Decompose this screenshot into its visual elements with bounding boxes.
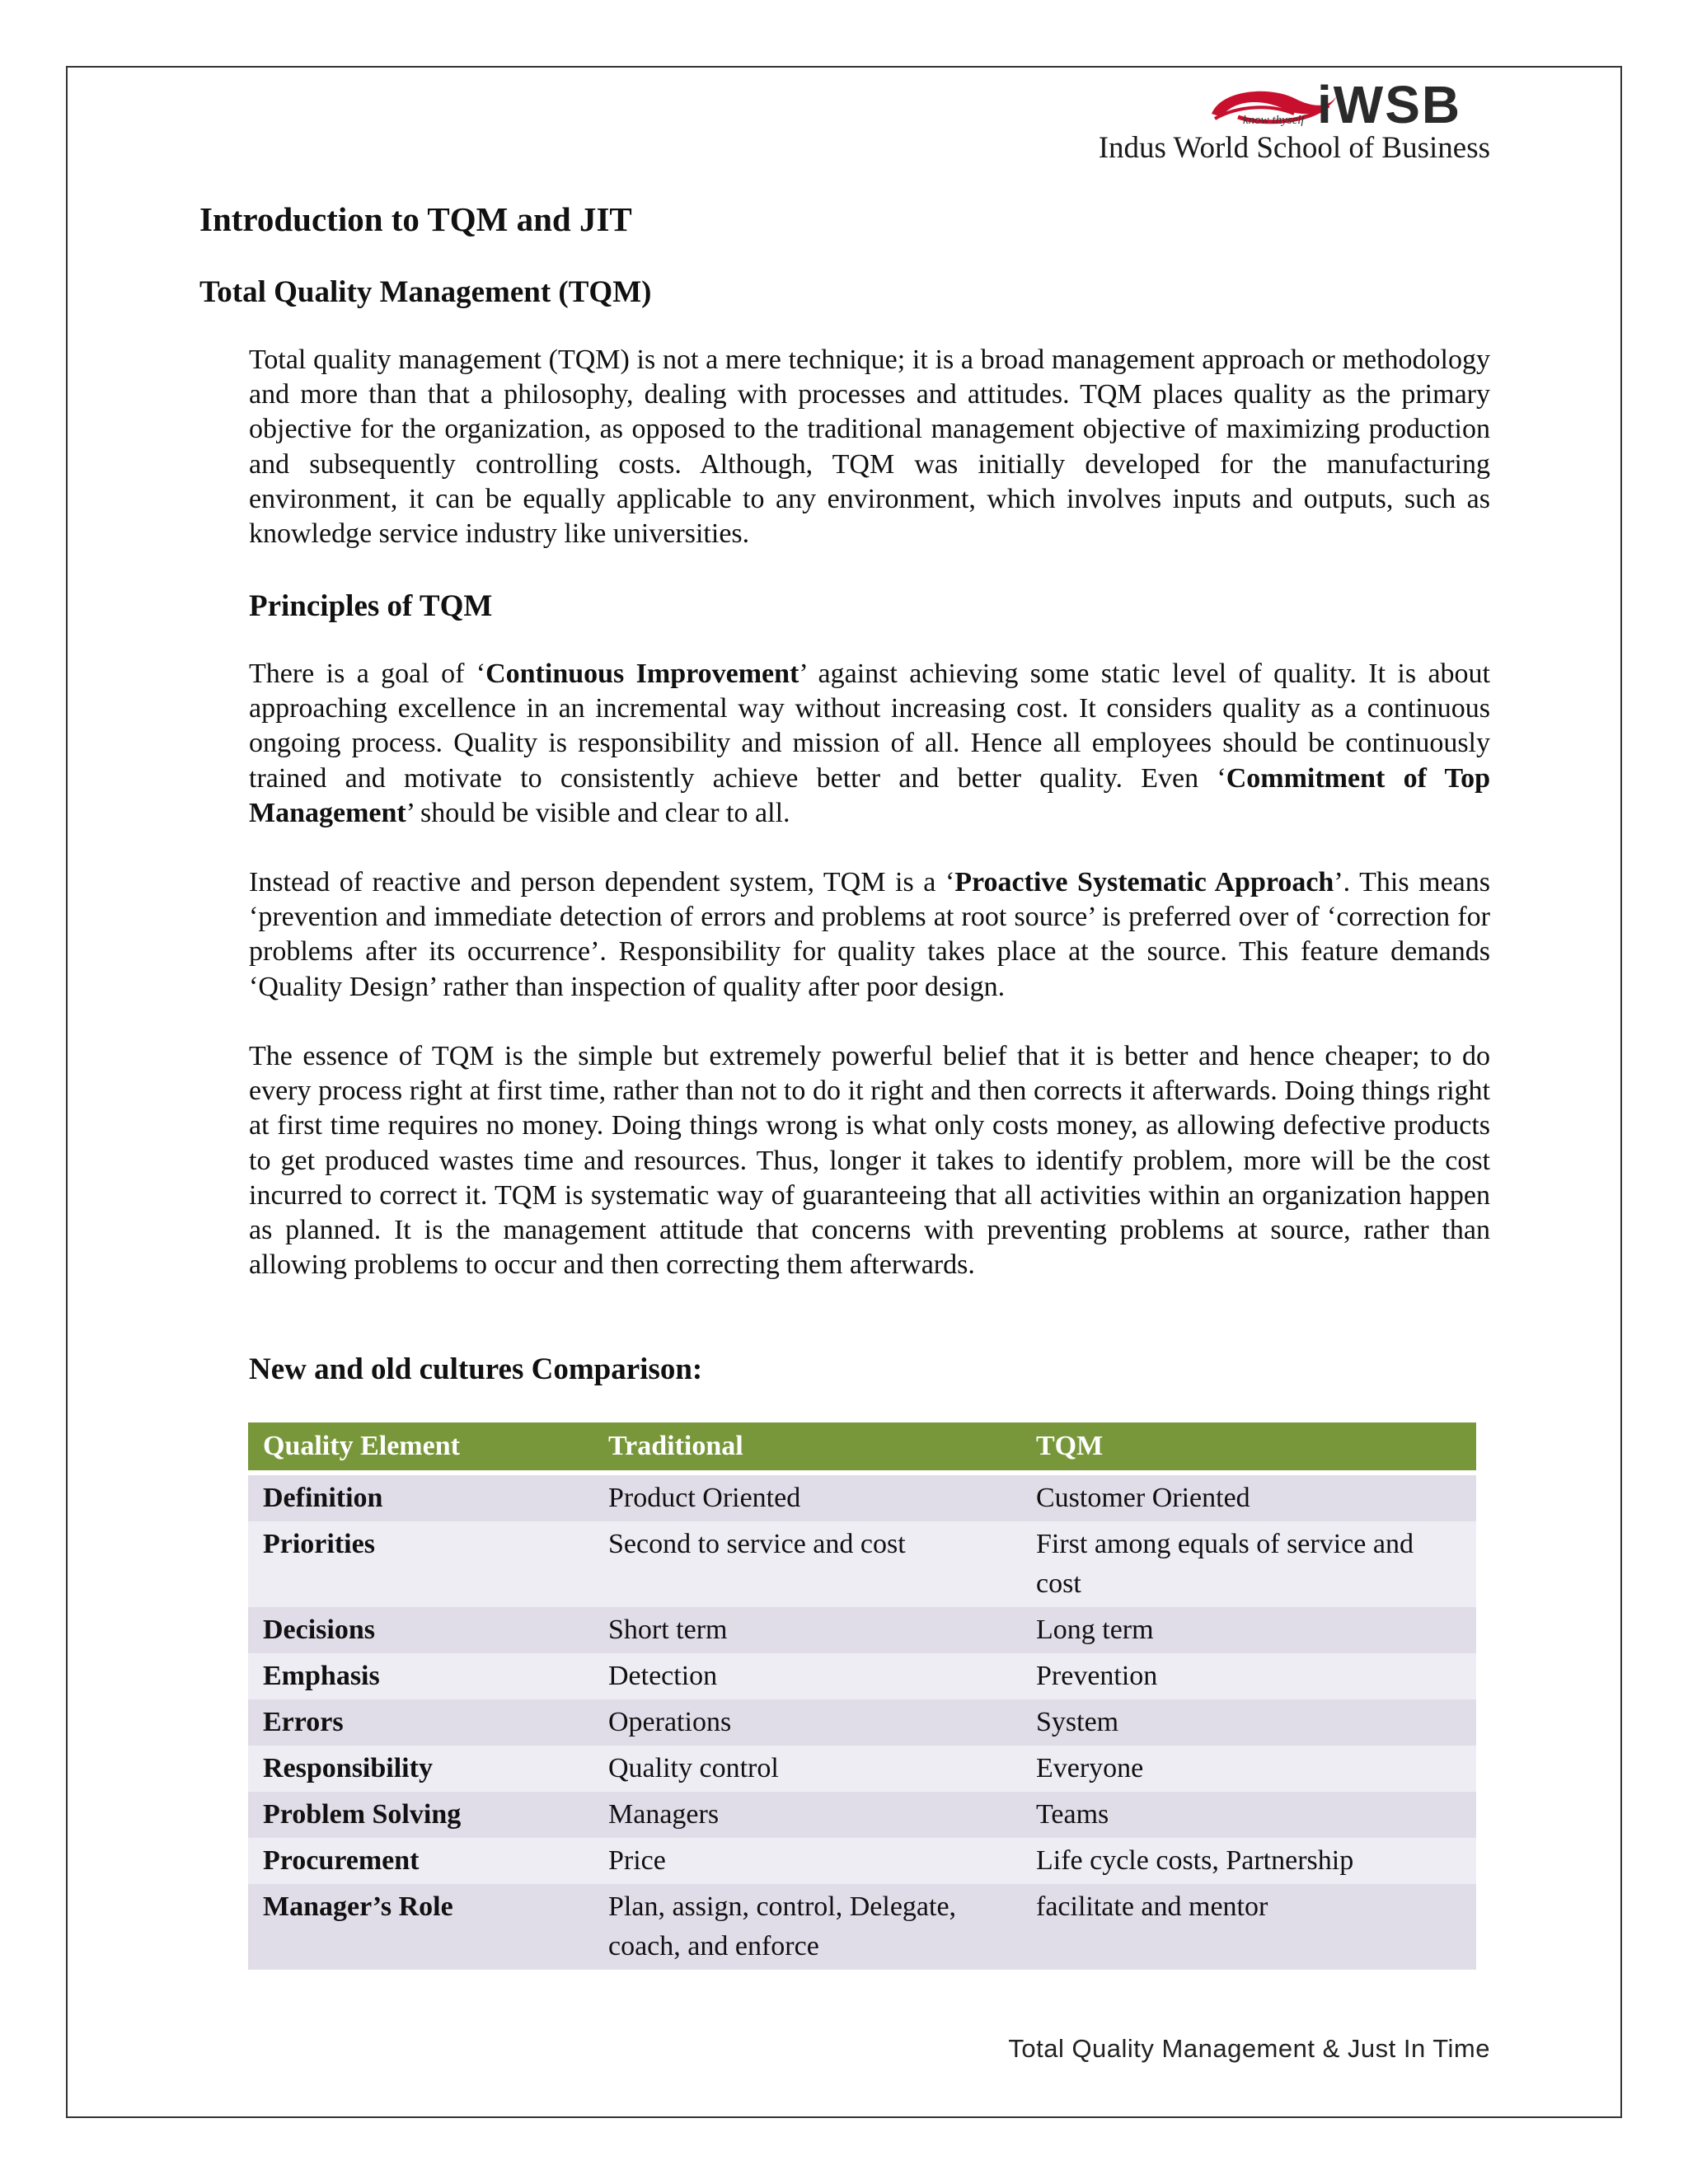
page-footer: Total Quality Management & Just In Time (1008, 2034, 1490, 2063)
table-row: Decisions Short term Long term (248, 1607, 1476, 1653)
table-row: Procurement Price Life cycle costs, Partnership (248, 1838, 1476, 1884)
table-header-row (248, 1422, 1476, 1473)
table-row: Definition Product Oriented Customer Oriented (248, 1473, 1476, 1521)
top-management-term: Commitment of Top Management (249, 762, 1490, 828)
principles-heading: Principles of TQM (249, 589, 493, 623)
table-row: Errors Operations System (248, 1699, 1476, 1746)
table-row: Priorities Second to service and cost First among equals of service and cost (248, 1521, 1476, 1607)
column-header: Traditional (593, 1422, 1021, 1473)
principles-paragraph-3: The essence of TQM is the simple but extremely powerful belief that it is better and hence cheaper; to do every process right at first time, rather than not to do it right and then corrects it afterwards. Doing things right at first time requires no money. Doing things wrong is what only costs money, as allowing defective products to get produced wastes time and resources. Thus, longer it takes to identify problem, more will be the cost incurred to correct it. TQM is systematic way of guaranteeing that all activities within an organization happen as planned. It is the management attitude that concerns with preventing problems at source, rather than allowing problems to occur and then correcting them afterwards. (249, 1041, 1490, 1281)
intro-paragraph: Total quality management (TQM) is not a mere technique; it is a broad management approach or methodology and more than that a philosophy, dealing with processes and attitudes. TQM places quality as the primary objective for the organization, as opposed to the traditional management objective of maximizing production and subsequently controlling costs. Although, TQM was initially developed for the manufacturing environment, it can be equally applicable to any environment, which involves inputs and outputs, such as knowledge service industry like universities. (249, 344, 1490, 550)
logo-tagline: know thyself (1243, 114, 1305, 127)
table-row: Responsibility Quality control Everyone (248, 1746, 1476, 1792)
column-header: TQM (1021, 1422, 1476, 1473)
logo-text: iWSB (1317, 75, 1462, 134)
principles-paragraph-1: There is a goal of ‘Continuous Improvement’ against achieving some static level of quality. It is about approaching excellence in an incremental way without increasing cost. It considers quality as a continuous ongoing process. Quality is responsibility and mission of all. Hence all employees should be continuously trained and motivate to consistently achieve better and better quality. Even ‘Commitment of Top Management’ should be visible and clear to all. (249, 658, 1490, 828)
table-row: Problem Solving Managers Teams (248, 1792, 1476, 1838)
section-title: Total Quality Management (TQM) (199, 275, 652, 309)
table-row: Emphasis Detection Prevention (248, 1653, 1476, 1699)
comparison-table (248, 1422, 1476, 1970)
column-header: Quality Element (248, 1422, 593, 1473)
page-title: Introduction to TQM and JIT (199, 200, 632, 238)
principles-paragraph-2: Instead of reactive and person dependent system, TQM is a ‘Proactive Systematic Approach’. This means ‘prevention and immediate detection of errors and problems at root source’ is preferred over of ‘correction for problems after its occurrence’. Responsibility for quality takes place at the source. This feature demands ‘Quality Design’ rather than inspection of quality after poor design. (249, 867, 1491, 1002)
comparison-heading: New and old cultures Comparison: (249, 1352, 703, 1386)
proactive-approach-term: Proactive Systematic Approach (954, 867, 1334, 898)
school-name: Indus World School of Business (1098, 131, 1490, 165)
continuous-improvement-term: Continuous Improvement (485, 658, 799, 689)
table-row: Manager’s Role Plan, assign, control, Delegate, coach, and enforce facilitate and mentor (248, 1884, 1476, 1970)
